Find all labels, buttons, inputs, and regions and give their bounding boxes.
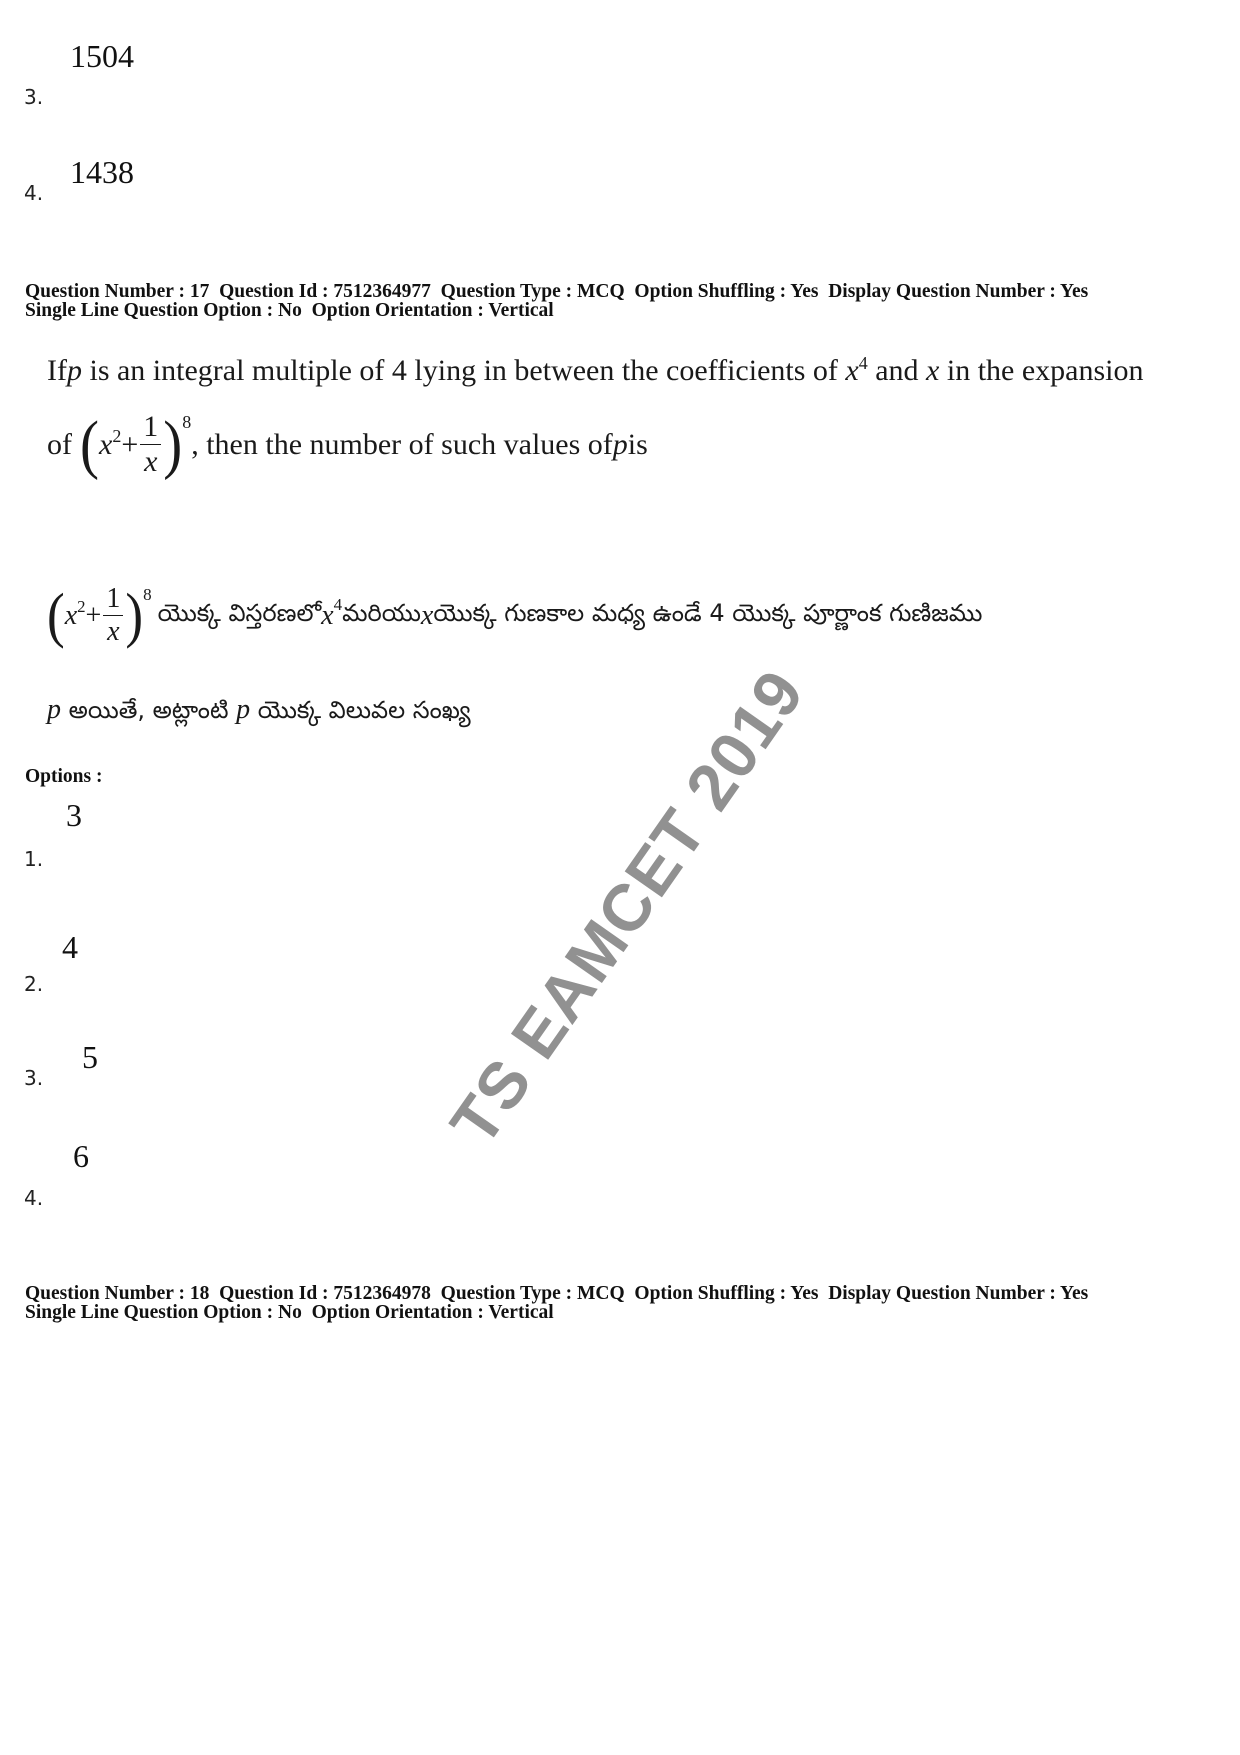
- q17-options-label: Options :: [25, 766, 103, 787]
- binomial-x: x: [98, 427, 113, 461]
- binomial-outer-exp: 8: [182, 412, 192, 432]
- q17-telugu-binomial: [47, 581, 152, 650]
- watermark: TS EAMCET 2019: [435, 656, 818, 1159]
- q17-line2-rest: , then the number of such values of: [191, 427, 613, 461]
- tel-binomial-exp-2: 2: [77, 597, 86, 616]
- q17-option-2-number[interactable]: 2.: [24, 972, 44, 996]
- q17-var-x: x: [845, 354, 859, 387]
- tel-exp-4: 4: [333, 595, 343, 614]
- tel-line1-a: యొక్క విస్తరణలో: [157, 598, 322, 627]
- q17-in-expansion: in the expansion: [939, 354, 1144, 387]
- tel-var-x-2: x: [420, 599, 434, 631]
- q17-line1-mid: is an integral multiple of 4 lying in between the coefficients of: [81, 354, 846, 387]
- q17-option-4-value: 6: [73, 1138, 89, 1174]
- tel-var-x: x: [321, 599, 334, 631]
- q18-meta-line1: Question Number : 18 Question Id : 7512364978 Question Type : MCQ Option Shuffling : Yes Display Question Number : Yes: [25, 1283, 1089, 1304]
- tel-left-paren: (: [47, 581, 65, 650]
- tel-line1-c: యొక్క గుణకాల మధ్య ఉండే 4 యొక్క పూర్ణాంక గుణిజము: [433, 598, 983, 627]
- binomial-exp-2: 2: [112, 426, 122, 446]
- fraction-numerator: 1: [140, 412, 161, 445]
- tel-binomial-outer-exp: 8: [143, 585, 152, 604]
- q17-option-1-value: 3: [66, 797, 82, 833]
- tel-right-paren: ): [125, 581, 144, 650]
- q17-meta-line1: Question Number : 17 Question Id : 7512364977 Question Type : MCQ Option Shuffling : Yes Display Question Number : Yes: [25, 281, 1089, 302]
- q17-word-is: is: [627, 427, 648, 461]
- q18-meta-line2: Single Line Question Option : No Option Orientation : Vertical: [25, 1302, 554, 1323]
- q17-option-2-value: 4: [62, 929, 78, 965]
- q17-telugu-line2: [47, 694, 471, 730]
- q17-option-4-number[interactable]: 4.: [24, 1186, 44, 1210]
- tel-binomial-x: x: [64, 599, 78, 631]
- q17-word-of: of: [47, 427, 72, 461]
- q17-meta-line2: Single Line Question Option : No Option Orientation : Vertical: [25, 300, 554, 321]
- q17-option-3-value: 5: [82, 1039, 98, 1075]
- q17-var-p-2: p: [612, 427, 628, 461]
- tel-binomial-plus: +: [85, 599, 102, 631]
- tel-var-p-2: p: [236, 694, 251, 725]
- prev-option-3-value: 1504: [70, 38, 134, 74]
- tel-line1-b: మరియు: [342, 598, 421, 627]
- fraction-denominator: x: [144, 445, 158, 478]
- q17-var-x-2: x: [926, 354, 940, 387]
- binomial-fraction: [140, 412, 161, 477]
- prev-option-3-number: 3.: [24, 85, 44, 109]
- q17-binomial-expression: [80, 408, 192, 481]
- q17-word-and: and: [867, 354, 927, 387]
- tel-line2-b: యొక్క విలువల సంఖ్య: [250, 696, 471, 724]
- binomial-plus: +: [121, 427, 139, 461]
- right-paren: ): [163, 408, 183, 481]
- q17-english-line1: [47, 353, 1144, 388]
- prev-option-4-number: 4.: [24, 181, 44, 205]
- q17-word-if: If: [47, 354, 67, 387]
- tel-binomial-fraction: [103, 585, 123, 646]
- left-paren: (: [80, 408, 99, 481]
- tel-var-p: p: [47, 694, 61, 725]
- prev-option-4-value: 1438: [70, 154, 134, 190]
- tel-fraction-numerator: 1: [103, 585, 123, 616]
- q17-exp-4: 4: [858, 353, 868, 373]
- q17-option-3-number[interactable]: 3.: [24, 1066, 44, 1090]
- tel-fraction-denominator: x: [107, 616, 120, 647]
- q17-english-line2: [47, 408, 648, 481]
- q17-telugu-line1: [47, 581, 983, 650]
- q17-option-1-number[interactable]: 1.: [24, 847, 44, 871]
- q17-var-p: p: [66, 354, 82, 387]
- tel-line2-a: అయితే, అట్లాంటి: [61, 696, 237, 724]
